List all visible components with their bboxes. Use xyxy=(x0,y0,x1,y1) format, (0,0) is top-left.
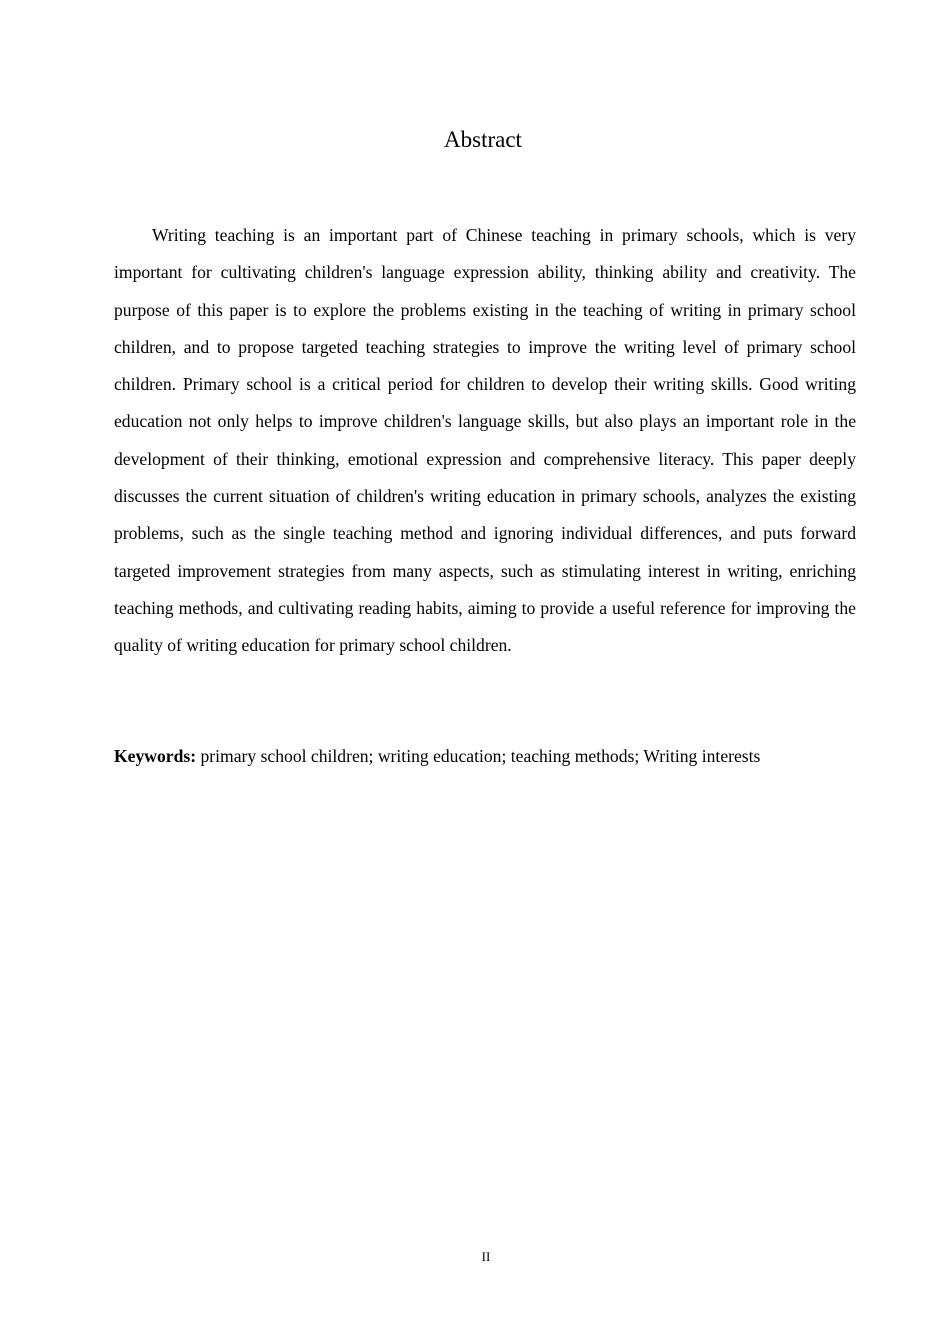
abstract-title: Abstract xyxy=(444,127,522,152)
abstract-body: Writing teaching is an important part of Chinese teaching in primary schools, which is very important for cultivating children's language expression ability, thinking ability and creativity. The purpose of this paper is to explore the problems existing in the teaching of writing in primary school children, and to propose targeted teaching strategies to improve the writing level of primary school children. Primary school is a critical period for children to develop their writing skills. Good writing education not only helps to improve children's language skills, but also plays an important role in the development of their thinking, emotional expression and comprehensive literacy. This paper deeply discusses the current situation of children's writing education in primary schools, analyzes the existing problems, such as the single teaching method and ignoring individual differences, and puts forward targeted improvement strategies from many aspects, such as stimulating interest in writing, enriching teaching methods, and cultivating reading habits, aiming to provide a useful reference for improving the quality of writing education for primary school children. xyxy=(114,225,856,656)
keywords-line xyxy=(114,738,856,775)
keywords-text: primary school children; writing education; teaching methods; Writing interests xyxy=(196,746,761,766)
page-number: II xyxy=(481,1249,491,1264)
keywords-label: Keywords: xyxy=(114,746,197,766)
